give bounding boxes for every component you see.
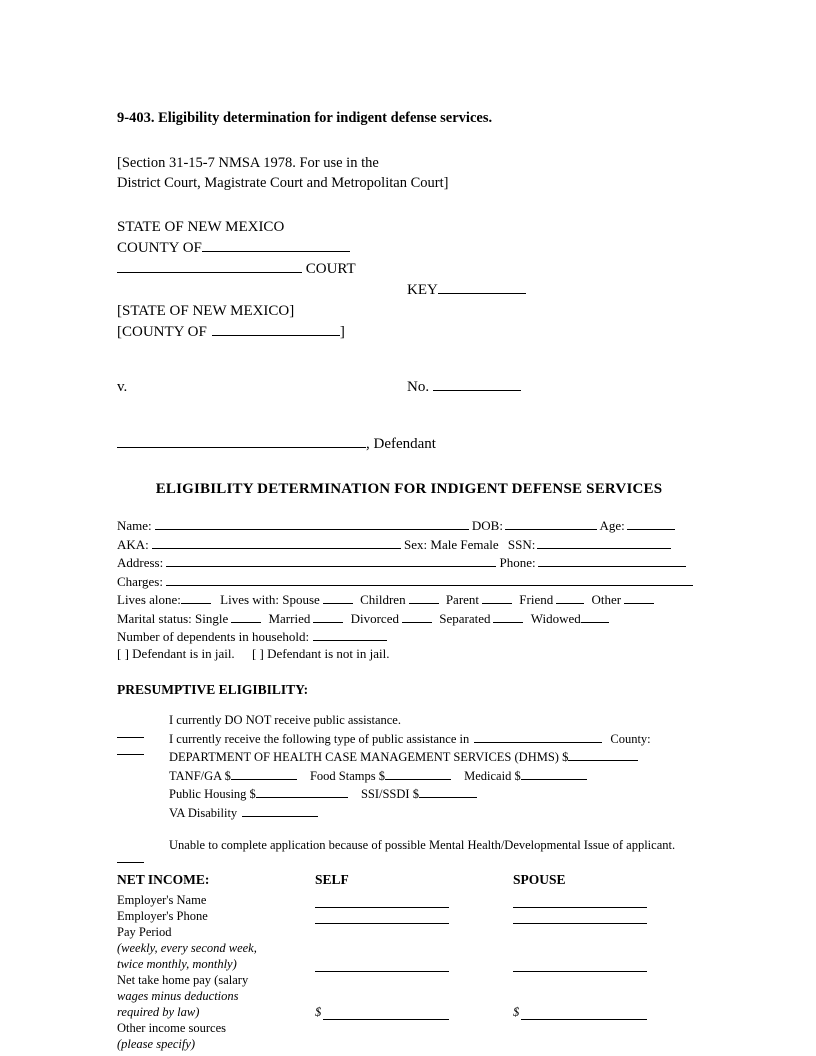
pay-period-note-2 [117, 956, 701, 972]
pay-period-self-input[interactable] [315, 958, 449, 972]
widowed-label: Widowed [530, 610, 581, 626]
key-blank [438, 280, 526, 294]
other-income-label: Other income sources [117, 1020, 226, 1035]
children-input[interactable] [409, 590, 439, 604]
caption-county-label: COUNTY OF [117, 240, 202, 256]
medicaid-input[interactable] [521, 766, 587, 780]
marital-row [117, 609, 701, 628]
presumptive-section [117, 712, 701, 854]
net-self-dollar: $ [315, 1004, 322, 1019]
other-income-note-row [117, 1036, 701, 1052]
caption-state-row [117, 217, 701, 238]
net-self-input[interactable] [323, 1006, 449, 1020]
caption-court-row [117, 259, 701, 280]
presumptive-item-1 [117, 712, 701, 729]
parent-label: Parent [445, 592, 480, 607]
presumptive-va-row [117, 803, 701, 822]
dependents-row [117, 627, 701, 646]
dhms-input[interactable] [568, 747, 638, 761]
defendant-blank [117, 434, 366, 448]
defendant-label: , Defendant [366, 436, 436, 452]
aka-row [117, 535, 701, 554]
net-note-1-label: wages minus deductions [117, 988, 239, 1003]
caption-defendant-row [117, 434, 701, 455]
friend-label: Friend [519, 592, 554, 607]
net-note-2-label: required by law) [117, 1004, 200, 1019]
bracket-county-label: [COUNTY OF [117, 324, 207, 340]
key-group [407, 280, 526, 301]
public-housing-label: Public Housing $ [169, 787, 256, 801]
caption-county-row [117, 238, 701, 259]
court-blank [117, 259, 302, 273]
caption-key-row [117, 280, 701, 301]
food-stamps-label: Food Stamps $ [309, 768, 385, 783]
children-label: Children [360, 592, 406, 607]
friend-input[interactable] [556, 590, 584, 604]
parent-input[interactable] [482, 590, 512, 604]
net-note-1 [117, 988, 701, 1004]
phone-label: Phone: [499, 555, 536, 570]
sex-label: Sex: Male Female [404, 536, 499, 552]
widowed-input[interactable] [581, 609, 609, 623]
lives-alone-label: Lives alone: [117, 592, 181, 607]
other-income-note-label: (please specify) [117, 1036, 196, 1051]
other-input[interactable] [624, 590, 654, 604]
case-number-group [407, 377, 521, 398]
medicaid-label: Medicaid $ [464, 768, 521, 783]
presumptive-item-3 [117, 837, 701, 854]
ssi-label: SSI/SSDI $ [360, 787, 419, 801]
no-label: No. [407, 379, 430, 395]
caption-court-label: COURT [305, 261, 356, 277]
net-spouse-input[interactable] [521, 1006, 647, 1020]
assistance-county-input[interactable] [474, 729, 602, 743]
age-label: Age: [599, 518, 625, 533]
net-income-section [117, 872, 701, 1052]
employer-name-row [117, 892, 701, 908]
aka-label: AKA: [117, 536, 149, 552]
public-housing-input[interactable] [256, 784, 348, 798]
caption-versus-row [117, 377, 701, 398]
presumptive-item-1-label: I currently DO NOT receive public assistance. [169, 713, 401, 727]
caption-bracket-county-row [117, 322, 701, 343]
presumptive-gap [117, 821, 701, 837]
divorced-label: Divorced [350, 610, 399, 626]
dob-label: DOB: [471, 518, 503, 533]
column-self-label: SELF [315, 871, 349, 887]
address-row [117, 553, 701, 572]
lives-with-label: Lives with: Spouse [220, 592, 320, 607]
case-caption [117, 217, 701, 455]
versus-label: v. [117, 379, 128, 395]
column-spouse-label: SPOUSE [513, 871, 566, 887]
net-income-header-row [117, 872, 701, 892]
presumptive-housing-row [117, 784, 701, 803]
net-note-2 [117, 1004, 701, 1020]
lives-row [117, 590, 701, 609]
ssn-input[interactable] [537, 535, 671, 549]
document-body [117, 110, 701, 1052]
applicant-fields [117, 516, 701, 662]
other-income-row [117, 1020, 701, 1036]
married-input[interactable] [313, 609, 343, 623]
presumptive-item-3-label: Unable to complete application because of possible Mental Health/Developmental Issue of applicant. [169, 838, 676, 852]
va-label: VA Disability [169, 805, 238, 820]
dhms-label: DEPARTMENT OF HEALTH CASE MANAGEMENT SERVICES (DHMS) $ [169, 750, 569, 764]
citation-block [117, 153, 701, 193]
pay-period-spouse-input[interactable] [513, 958, 647, 972]
pay-period-note-1 [117, 940, 701, 956]
tanf-label: TANF/GA $ [169, 768, 231, 783]
presumptive-dhms-row [117, 747, 701, 766]
married-label: Married [268, 610, 311, 626]
key-label: KEY [407, 282, 438, 298]
bracket-state: [STATE OF NEW MEXICO] [117, 303, 295, 319]
citation-line-1: [Section 31-15-7 NMSA 1978. For use in the [117, 155, 379, 171]
employer-phone-label: Employer's Phone [117, 908, 208, 923]
presumptive-tanf-row [117, 766, 701, 785]
in-jail-checkbox[interactable]: [ ] Defendant is in jail. [117, 645, 235, 661]
food-stamps-input[interactable] [385, 766, 451, 780]
net-spouse-dollar: $ [513, 1004, 520, 1019]
pay-period-note-1-label: (weekly, every second week, [117, 940, 257, 955]
charges-input[interactable] [166, 572, 693, 586]
presumptive-heading: PRESUMPTIVE ELIGIBILITY: [117, 682, 309, 697]
employer-name-spouse-input[interactable] [513, 894, 647, 908]
citation-line-2: District Court, Magistrate Court and Metropolitan Court] [117, 175, 449, 191]
caption-bracket-state-row [117, 301, 701, 322]
ssn-label: SSN: [507, 536, 536, 552]
phone-input[interactable] [538, 553, 686, 567]
separated-input[interactable] [493, 609, 523, 623]
aka-input[interactable] [152, 535, 401, 549]
employer-phone-spouse-input[interactable] [513, 910, 647, 924]
name-label: Name: [117, 518, 152, 533]
address-label: Address: [117, 555, 164, 570]
county-blank [202, 238, 350, 252]
caption-spacer [117, 343, 701, 377]
spouse-input[interactable] [323, 590, 353, 604]
lives-alone-input[interactable] [181, 590, 211, 604]
jail-row [117, 646, 701, 663]
charges-label: Charges: [117, 573, 163, 589]
caption-spacer-2 [117, 398, 701, 434]
bracket-county-close: ] [339, 324, 345, 340]
address-input[interactable] [166, 553, 496, 567]
case-number-blank [433, 377, 521, 391]
caption-state: STATE OF NEW MEXICO [117, 219, 285, 235]
va-input[interactable] [242, 803, 318, 817]
dob-input[interactable] [505, 516, 597, 530]
net-take-home-row [117, 972, 701, 988]
bracket-county-blank [212, 322, 340, 336]
pay-period-label: Pay Period [117, 924, 172, 939]
employer-name-self-input[interactable] [315, 894, 449, 908]
ssi-input[interactable] [419, 784, 477, 798]
employer-name-label: Employer's Name [117, 892, 207, 907]
employer-phone-row [117, 908, 701, 924]
charges-row [117, 572, 701, 591]
net-income-heading: NET INCOME: [117, 871, 210, 887]
rule-title: 9-403. Eligibility determination for indigent defense services. [117, 110, 493, 126]
presumptive-blank-3[interactable] [117, 849, 144, 863]
dependents-input[interactable] [313, 627, 387, 641]
form-heading: ELIGIBILITY DETERMINATION FOR INDIGENT DEFENSE SERVICES [155, 481, 663, 497]
separated-label: Separated [439, 610, 491, 626]
dependents-label: Number of dependents in household: [117, 629, 310, 644]
presumptive-item-2 [117, 729, 701, 748]
age-input[interactable] [627, 516, 675, 530]
single-input[interactable] [231, 609, 261, 623]
net-take-home-text: Net take home pay (salary [117, 972, 249, 987]
presumptive-item-2-label: I currently receive the following type of public assistance in [169, 731, 470, 746]
divorced-input[interactable] [402, 609, 432, 623]
presumptive-item-2-county: County: [610, 731, 651, 746]
not-in-jail-checkbox[interactable]: [ ] Defendant is not in jail. [251, 645, 390, 661]
net-take-home-label [117, 973, 248, 987]
employer-phone-self-input[interactable] [315, 910, 449, 924]
other-label: Other [591, 592, 622, 607]
marital-label: Marital status: Single [117, 610, 229, 626]
name-row [117, 516, 701, 535]
pay-period-row [117, 924, 701, 940]
pay-period-note-2-label: twice monthly, monthly) [117, 956, 237, 971]
name-input[interactable] [155, 516, 469, 530]
tanf-input[interactable] [231, 766, 297, 780]
